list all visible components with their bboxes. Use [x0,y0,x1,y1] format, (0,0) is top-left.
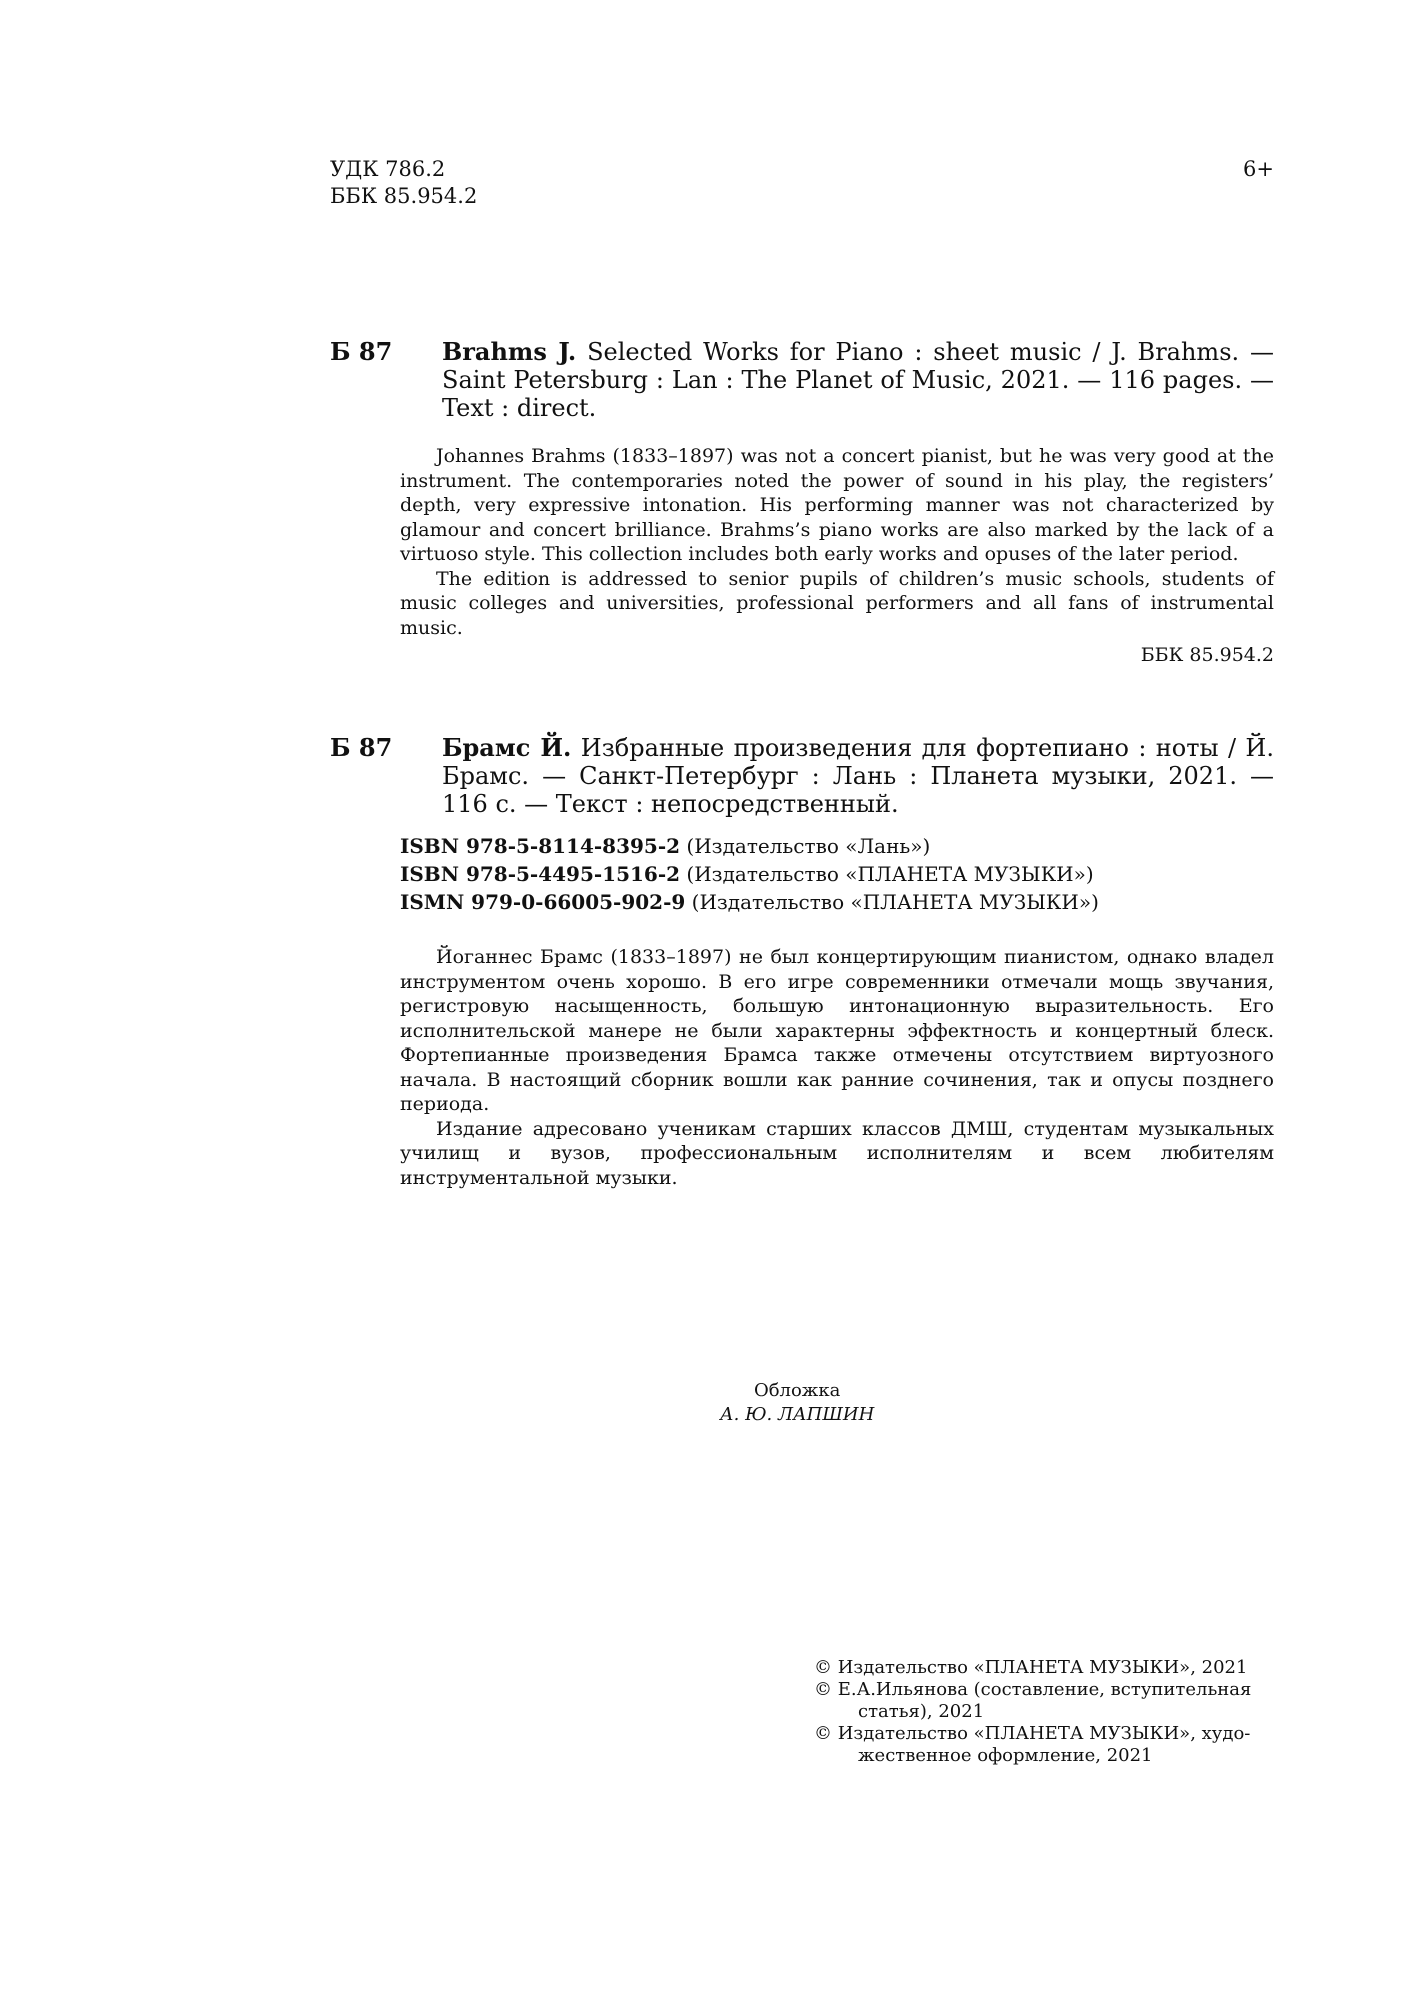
cover-label: Обложка [753,1380,841,1401]
identifier-publisher: (Издательство «Лань») [686,834,931,858]
copyright-line-continued: жественное оформление, 2021 [858,1745,1153,1766]
english-author: Brahms J. [442,337,577,366]
english-abstract-paragraph-1: Johannes Brahms (1833–1897) was not a concert pianist, but he was very good at the instrument. The contemporaries noted the power of sound in his play, the registers’ depth, very expressive intonation. His performing manner was not characterized by glamour and concert brilliance. Brahms’s piano works are also marked by the lack of a virtuoso style. This collection includes both early works and opuses of the later period. [400,445,1274,565]
age-rating: 6+ [1243,157,1274,181]
russian-heading-text: Избранные произведения для фортепиано : ноты / Й. Брамс. — Санкт-Петербург : Лань : Планета музыки, 2021. — 116 с. — Текст : непосредственный. [442,734,1274,818]
udk-code: УДК 786.2 [330,157,446,181]
identifier-publisher: (Издательство «ПЛАНЕТА МУЗЫКИ») [686,862,1094,886]
russian-abstract-paragraph-1: Йоганнес Брамс (1833–1897) не был концертирующим пианистом, однако владел инструментом очень хорошо. В его игре современники отмечали мощь звучания, регистровую насыщенность, большую интонационную выразительность. Его исполнительской манере не были характерны эффектность и концертный блеск. Фортепианные произведения Брамса также отмечены отсутствием виртуозного начала. В настоящий сборник вошли как ранние сочинения, так и опусы позднего периода. [400,946,1274,1115]
identifier-publisher: (Издательство «ПЛАНЕТА МУЗЫКИ») [691,890,1099,914]
identifier-number: ISBN 978-5-8114-8395-2 [400,834,681,858]
english-abstract [400,444,1274,640]
cover-credit [720,1379,874,1427]
english-bbk: ББК 85.954.2 [1140,644,1274,666]
cover-designer: А. Ю. ЛАПШИН [720,1404,875,1425]
english-heading [442,338,1274,422]
classification-codes [330,156,477,210]
copyright-block [814,1657,1284,1767]
russian-abstract-paragraph-2: Издание адресовано ученикам старших классов ДМШ, студентам музыкальных училищ и вузов, профессиональным исполнителям и всем любителям инструментальной музыки. [400,1117,1274,1189]
russian-abstract [400,945,1274,1190]
russian-shelf-code: Б 87 [330,733,393,762]
identifier-line [400,860,1099,888]
russian-catalog-entry [330,734,1274,818]
english-catalog-entry [330,338,1274,422]
identifier-list [400,832,1099,916]
copyright-line: © Издательство «ПЛАНЕТА МУЗЫКИ», 2021 [814,1657,1248,1678]
identifier-number: ISMN 979-0-66005-902-9 [400,890,686,914]
english-shelf-code: Б 87 [330,337,393,366]
russian-heading [442,734,1274,818]
copyright-line: © Е.А.Ильянова (составление, вступительная [814,1679,1252,1700]
identifier-line [400,832,1099,860]
identifier-line [400,888,1099,916]
bbk-code: ББК 85.954.2 [330,184,478,208]
english-abstract-paragraph-2: The edition is addressed to senior pupils of children’s music schools, students of music colleges and universities, professional performers and all fans of instrumental music. [400,567,1274,639]
copyright-line: © Издательство «ПЛАНЕТА МУЗЫКИ», худо- [814,1723,1251,1744]
english-heading-text: Selected Works for Piano : sheet music / J. Brahms. — Saint Petersburg : Lan : The Planet of Music, 2021. — 116 pages. — Text : direct. [442,338,1274,422]
identifier-number: ISBN 978-5-4495-1516-2 [400,862,681,886]
russian-author: Брамс Й. [442,733,572,762]
copyright-line-continued: статья), 2021 [858,1701,985,1722]
